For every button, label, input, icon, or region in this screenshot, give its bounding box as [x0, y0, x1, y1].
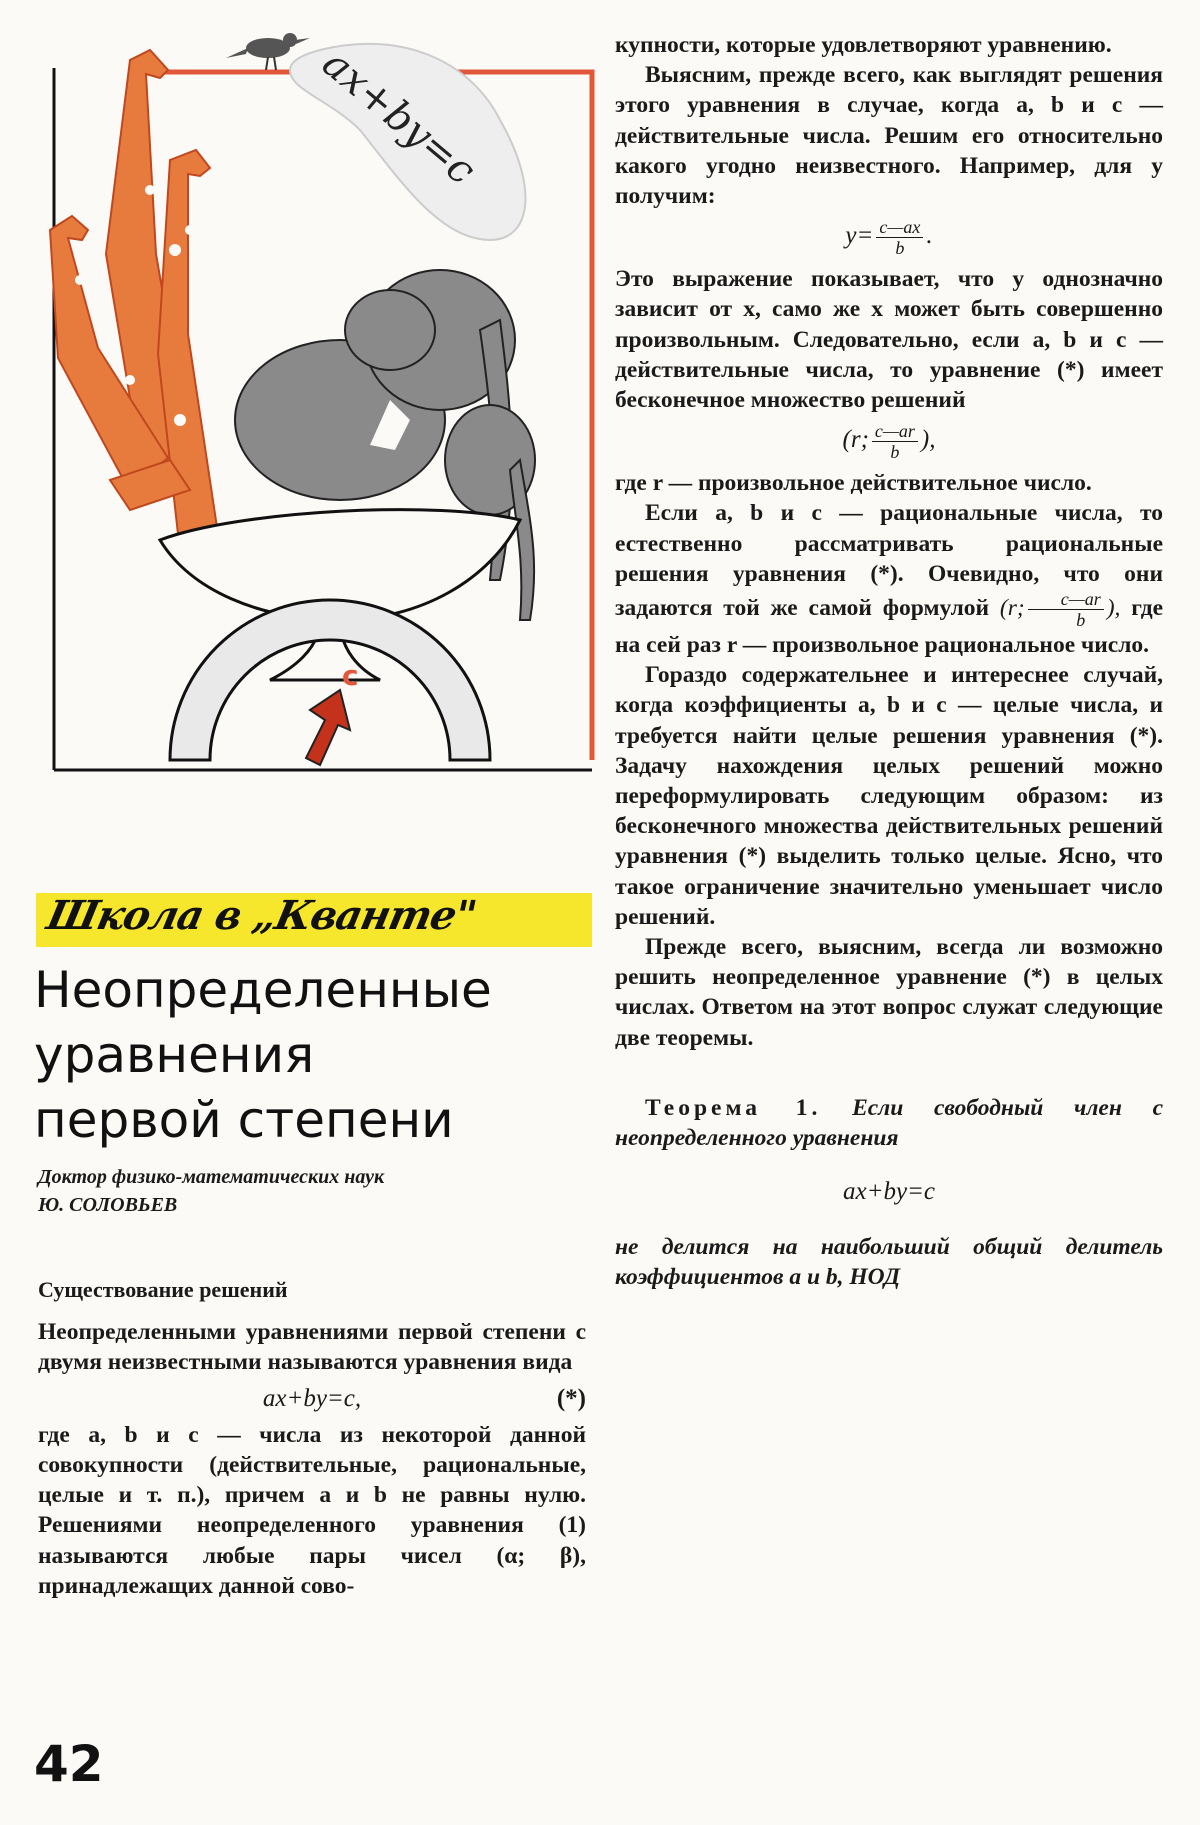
fraction-denominator: b	[1076, 610, 1086, 631]
bowl-letter: c	[342, 659, 359, 692]
right-column	[615, 30, 1163, 1292]
formula-y	[615, 217, 1163, 258]
formula-close: ),	[920, 426, 936, 454]
theorem-text: Если свободный член с неопределенного уравнения	[615, 1094, 1164, 1152]
inline-formula	[999, 589, 1121, 631]
section-heading: Существование решений	[38, 1277, 288, 1302]
formula-open: (r;	[842, 426, 869, 454]
title-line: первой степени	[34, 1091, 454, 1149]
formula-end: .	[926, 222, 933, 250]
paragraph	[615, 498, 1163, 660]
formula-open: (r;	[999, 594, 1025, 621]
fraction	[872, 421, 918, 462]
formula-close: ),	[1106, 594, 1121, 621]
text-span: Если a, b и c — рациональные числа, то естественно рассматривать рациональные решения уравнения (*). Очевидно, что они задаются той же самой формулой	[615, 500, 1163, 621]
byline	[38, 1163, 598, 1219]
paragraph: Неопределенными уравнениями первой степени с двумя неизвестными называются уравнения вида	[38, 1319, 586, 1376]
cover-illustration	[20, 20, 610, 780]
title-line: Неопределенные	[34, 961, 492, 1019]
page-number: 42	[34, 1735, 104, 1793]
title-line: уравнения	[34, 1026, 315, 1084]
fraction-numerator: c—ar	[1028, 589, 1104, 610]
fraction	[1028, 589, 1104, 630]
fraction-denominator: b	[895, 238, 905, 259]
article-title	[34, 958, 594, 1153]
theorem	[615, 1093, 1163, 1153]
text-span: где на сей раз r — произвольное рациональное число.	[615, 594, 1164, 659]
fraction-denominator: b	[890, 442, 900, 463]
theorem-equation: ax+by=c	[842, 1178, 936, 1206]
paragraph: Выясним, прежде всего, как выглядят решения этого уравнения в случае, когда a, b и c — действительные числа. Решим его относительно какого угодно неизвестного. Например, для y получим:	[615, 62, 1163, 210]
paragraph: Это выражение показывает, что y однозначно зависит от x, само же x может быть совершенно произвольным. Следовательно, если a, b и c — действительные числа, то уравнение (*) имеет бесконечное множество решений	[615, 266, 1163, 414]
formula-lhs: y=	[845, 222, 874, 250]
paragraph: где r — произвольное действительное число.	[615, 470, 1092, 497]
left-column	[38, 1275, 586, 1601]
author-name: Ю. СОЛОВЬЕВ	[38, 1194, 178, 1216]
formula-solution	[615, 421, 1163, 462]
paragraph: где a, b и c — числа из некоторой данной совокупности (действительные, рациональные, целые и т. п.), причем a и b не равны нулю. Решениями неопределенного уравнения (1) называются любые пары чисел (α; β), принадлежащих данной сово-	[38, 1421, 586, 1599]
equation-text: ax+by=c,	[262, 1384, 362, 1412]
author-degree: Доктор физико-математических наук	[38, 1166, 385, 1188]
paragraph: Гораздо содержательнее и интереснее случай, когда коэффициенты a, b и c — целые числа, и требуется найти целые решения уравнения (*). Задачу нахождения целых решений можно переформулировать следующим образом: из бесконечного множества действительных решений уравнения (*) выделить только целые. Ясно, что такое ограничение значительно уменьшает число решений.	[615, 662, 1163, 930]
school-section-title: Школа в „Кванте"	[43, 892, 481, 939]
main-equation	[38, 1384, 586, 1414]
paragraph: Прежде всего, выясним, всегда ли возможно решить неопределенное уравнение (*) в целых числах. Ответом на этот вопрос служат следующие две теоремы.	[615, 934, 1163, 1051]
theorem-label: Теорема 1.	[645, 1094, 822, 1121]
fraction-numerator: c—ax	[876, 217, 923, 238]
bubble-equation: ax+by=c	[313, 40, 485, 194]
fraction	[876, 217, 923, 258]
equation-tag: (*)	[556, 1384, 586, 1412]
theorem-continuation: не делится на наибольший общий делитель коэффициентов a и b, НОД	[615, 1233, 1163, 1290]
paragraph: купности, которые удовлетворяют уравнению.	[615, 32, 1112, 58]
fraction-numerator: c—ar	[872, 421, 918, 442]
